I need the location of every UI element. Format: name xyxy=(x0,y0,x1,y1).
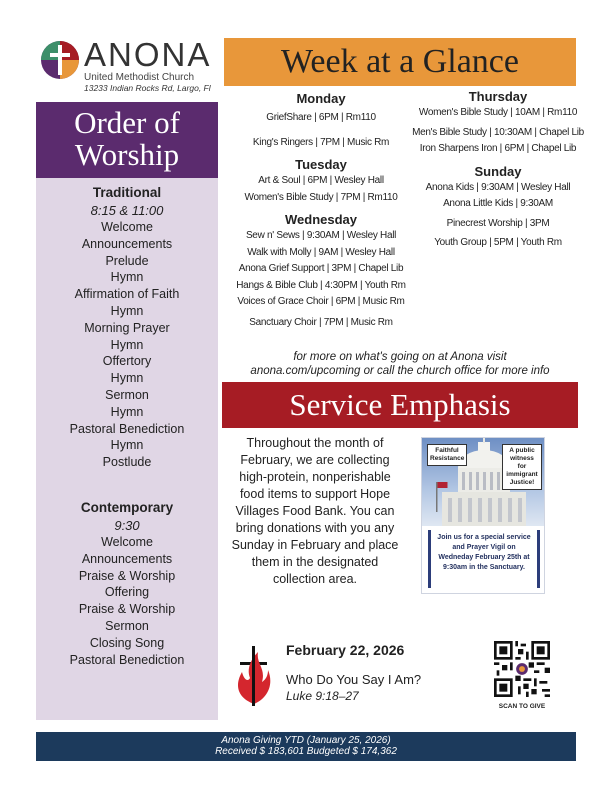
event-item: Sew n' Sews | 9:30AM | Wesley Hall xyxy=(245,230,397,241)
list-item: Welcome xyxy=(101,220,153,234)
list-item: Hymn xyxy=(110,404,144,419)
traditional-service xyxy=(36,184,218,471)
event-item: Women's Bible Study | 7PM | Rm110 xyxy=(244,191,398,203)
event-item: Voices of Grace Choir | 6PM | Music Rm xyxy=(237,296,405,307)
list-item: Praise & Worship xyxy=(78,568,176,583)
list-item: Welcome xyxy=(101,535,153,549)
more-info-note xyxy=(222,350,578,378)
list-item: Praise & Worship xyxy=(78,602,176,617)
schedule-column-left xyxy=(226,91,416,331)
list-item: Closing Song xyxy=(89,635,165,650)
list-item: Postlude xyxy=(102,455,152,470)
sermon-title: Who Do You Say I Am? xyxy=(286,672,422,687)
poster-invite-text: Join us for a special service and Prayer Vigil on Wedneday February 25th at 9:30am in the Sanctuary. xyxy=(437,534,531,571)
order-of-worship-title xyxy=(36,102,218,178)
church-address: 13233 Indian Rocks Rd, Largo, Fl xyxy=(84,83,211,93)
title-line-2: Worship xyxy=(74,137,180,172)
sermon-date: February 22, 2026 xyxy=(286,642,405,658)
church-logo xyxy=(40,36,220,93)
church-subtitle: United Methodist Church xyxy=(84,72,195,83)
more-info-line-1: for more on what's going on at Anona visit xyxy=(293,351,507,363)
contemporary-time: 9:30 xyxy=(114,518,140,533)
event-item: GriefShare | 6PM | Rm110 xyxy=(266,112,376,123)
list-item: Pastoral Benediction xyxy=(69,652,185,667)
church-name: ANONA xyxy=(84,36,212,73)
contemporary-heading: Contemporary xyxy=(80,500,174,515)
event-item: King's Ringers | 7PM | Music Rm xyxy=(252,136,390,148)
qr-code-icon[interactable] xyxy=(494,641,550,697)
event-item: Pinecrest Worship | 3PM xyxy=(446,217,550,229)
list-item: Hymn xyxy=(110,337,144,352)
traditional-heading: Traditional xyxy=(92,185,162,200)
contemporary-service xyxy=(36,499,218,668)
service-emphasis-title: Service Emphasis xyxy=(222,382,578,428)
list-item: Prelude xyxy=(105,253,149,268)
qr-label: SCAN TO GIVE xyxy=(498,703,546,710)
giving-footer xyxy=(36,732,576,761)
poster-tag-left: Faithful Resistance xyxy=(427,444,467,466)
scripture-reference: Luke 9:18–27 xyxy=(286,689,359,703)
list-item: Hymn xyxy=(110,303,144,318)
list-item: Announcements xyxy=(81,236,173,251)
list-item: Affirmation of Faith xyxy=(74,287,180,302)
day-thursday: Thursday xyxy=(468,89,528,104)
week-at-a-glance-title: Week at a Glance xyxy=(224,38,576,86)
giving-ytd-line: Anona Giving YTD (January 25, 2026) xyxy=(221,735,391,746)
day-wednesday: Wednesday xyxy=(284,212,357,227)
event-item: Youth Group | 5PM | Youth Rm xyxy=(434,237,562,248)
event-item: Hangs & Bible Club | 4:30PM | Youth Rm xyxy=(236,279,406,291)
schedule-column-right xyxy=(412,89,584,252)
event-item: Iron Sharpens Iron | 6PM | Chapel Lib xyxy=(419,143,577,154)
cross-and-flame-icon xyxy=(232,642,274,708)
poster-stripe xyxy=(537,530,540,588)
list-item: Morning Prayer xyxy=(84,320,170,335)
list-item: Hymn xyxy=(110,270,144,285)
event-item: Art & Soul | 6PM | Wesley Hall xyxy=(258,175,384,186)
event-item: Walk with Molly | 9AM | Wesley Hall xyxy=(247,246,395,258)
vigil-poster xyxy=(421,437,545,594)
event-item: Men's Bible Study | 10:30AM | Chapel Lib xyxy=(412,126,584,138)
poster-tag-right: A public witness for immigrant Justice! xyxy=(502,444,542,490)
event-item: Anona Grief Support | 3PM | Chapel Lib xyxy=(238,263,404,274)
service-emphasis-body: Throughout the month of February, we are collecting high-protein, nonperishable food items to support Hope Villages Food Bank. You can bring donations with you any Sunday in February and place them in the designated collection area. xyxy=(231,436,399,586)
title-line-1: Order of xyxy=(74,105,180,140)
cross-flame-icon xyxy=(40,40,80,80)
list-item: Sermon xyxy=(105,387,149,402)
day-sunday: Sunday xyxy=(474,163,522,179)
list-item: Hymn xyxy=(110,438,144,453)
event-item: Women's Bible Study | 10AM | Rm110 xyxy=(418,107,578,118)
traditional-time: 8:15 & 11:00 xyxy=(90,203,164,218)
event-item: Anona Little Kids | 9:30AM xyxy=(443,198,553,209)
more-info-line-2: anona.com/upcoming or call the church office for more info xyxy=(250,365,550,377)
event-item: Anona Kids | 9:30AM | Wesley Hall xyxy=(425,181,571,193)
day-tuesday: Tuesday xyxy=(295,157,347,172)
list-item: Offering xyxy=(104,585,150,600)
list-item: Hymn xyxy=(110,371,144,386)
list-item: Announcements xyxy=(81,551,173,566)
list-item: Sermon xyxy=(105,618,149,633)
event-item: Sanctuary Choir | 7PM | Music Rm xyxy=(249,316,393,328)
giving-amounts-line: Received $ 183,601 Budgeted $ 174,362 xyxy=(215,746,397,757)
list-item: Pastoral Benediction xyxy=(69,421,185,436)
poster-stripe xyxy=(428,530,431,588)
list-item: Offertory xyxy=(102,354,152,369)
day-monday: Monday xyxy=(296,91,346,106)
order-of-worship-panel xyxy=(36,102,218,720)
